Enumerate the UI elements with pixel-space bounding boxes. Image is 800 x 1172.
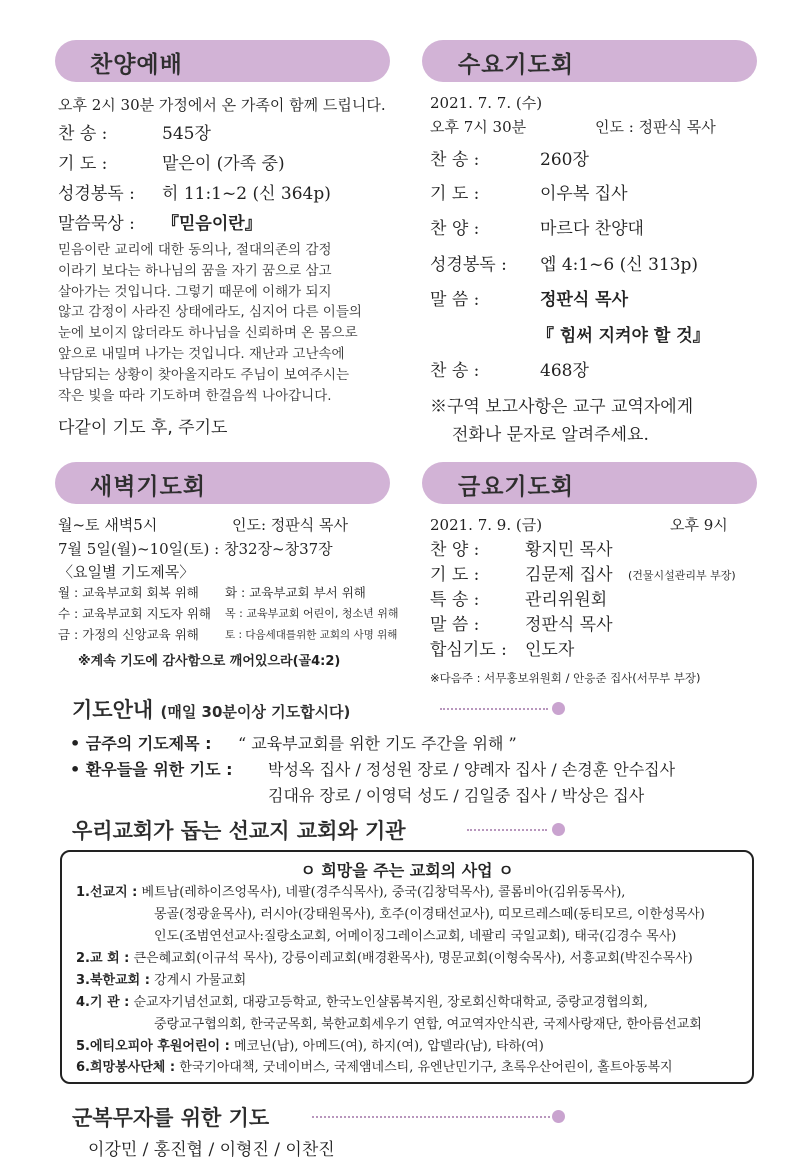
wednesday-leader: 인도 : 정판식 목사 [595,118,716,136]
divider-dots [312,1116,550,1118]
sunday-hymn-label: 찬 송 : [58,124,108,144]
sunday-meditation-title: 『믿음이란』 [162,214,262,234]
wednesday-title: 수요기도회 [458,52,575,78]
dawn-topic: 수 : 교육부교회 지도자 위해 [58,606,211,621]
mission-row: 중랑교구협의회, 한국군목회, 북한교회세우기 연합, 여교역자안식관, 국제사랑재단, 한아름선교회 [154,1017,702,1032]
friday-next-week: ※다음주 : 서무홍보위원회 / 안응준 집사(서무부 부장) [430,671,701,685]
bullet-dot [552,702,565,715]
weekly-topic-label: • 금주의 기도제목 : [70,734,212,753]
mission-row: 5.에티오피아 후원어린이 : 메코닌(남), 아메드(여), 하지(여), 압델라(남), 타하(여) [76,1039,544,1054]
divider-dots [440,708,548,710]
missions-box-title: ㅇ 희망을 주는 교회의 사업 ㅇ [300,861,514,880]
wednesday-row-value: 이우복 집사 [540,184,628,204]
missions-box [60,850,754,1084]
wednesday-hymn2-label: 찬 송 : [430,361,480,381]
dawn-topic: 금 : 가정의 신앙교육 위해 [58,627,199,642]
paragraph-line: 믿음이란 교리에 대한 동의나, 절대의존의 감정 [58,242,332,258]
paragraph-line: 않고 감정이 사라진 상태에라도, 심지어 다른 이들의 [58,304,362,321]
friday-time: 오후 9시 [670,516,728,534]
friday-row-value: 인도자 [525,640,575,660]
wednesday-time: 오후 7시 30분 [430,118,527,136]
dawn-leader: 인도: 정판식 목사 [232,516,349,534]
friday-row-label: 합심기도 : [430,640,507,660]
wednesday-row-value: 260장 [540,150,589,170]
wednesday-date: 2021. 7. 7. (수) [430,94,543,112]
soldier-names: 이강민 / 홍진협 / 이형진 / 이찬진 [88,1140,335,1160]
sunday-bible-value: 히 11:1~2 (신 364p) [162,184,331,204]
friday-row-value: 정판식 목사 [525,615,613,635]
dawn-dates: 7월 5일(월)~10일(토) : 창32장~창37장 [58,540,333,558]
mission-row: 2.교 회 : 큰은혜교회(이규석 목사), 강릉이레교회(배경환목사), 명문교회(이형숙목사), 서흥교회(박진수목사) [76,951,693,966]
sunday-prayer-value: 맡은이 (가족 중) [162,154,285,174]
divider-dots [467,829,547,831]
paragraph-line: 작은 빛을 따라 기도하며 한걸음씩 나아갑니다. [58,387,332,404]
weekly-topic-value: “ 교육부교회를 위한 기도 주간을 위해 ” [238,734,517,753]
sunday-prayer-label: 기 도 : [58,154,108,174]
friday-row-label: 말 씀 : [430,615,480,635]
paragraph-line: 이라기 보다는 하나님의 꿈을 자기 꿈으로 삼고 [58,262,332,279]
paragraph-line: 낙담되는 상황이 찾아올지라도 주님이 보여주시는 [58,366,350,383]
soldiers-title: 군복무자를 위한 기도 [72,1106,270,1130]
sick-prayer-names: 박성옥 집사 / 정성원 장로 / 양례자 집사 / 손경훈 안수집사 [268,760,676,779]
dawn-topic: 토 : 다음세대를위한 교회의 사명 위해 [225,629,398,641]
mission-row: 몽골(정광윤목사), 러시아(강태원목사), 호주(이경태선교사), 띠모르레스떼(동티모르, 이한성목사) [154,907,705,922]
mission-row: 6.희망봉사단체 : 한국기아대책, 굿네이버스, 국제앰네스티, 유엔난민기구, 초록우산어린이, 홀트아동복지 [76,1060,673,1075]
dawn-verse: ※계속 기도에 감사함으로 깨어있으라(골4:2) [78,654,341,669]
wednesday-note: 전화나 문자로 알려주세요. [452,425,649,445]
wednesday-preacher: 정판식 목사 [540,290,629,310]
sunday-hymn-value: 545장 [162,124,211,144]
friday-row-value: 황지민 목사 [525,540,613,560]
sunday-meditation-label: 말씀묵상 : [58,214,135,234]
friday-row-value: 관리위원회 [525,590,608,610]
sunday-intro: 오후 2시 30분 가정에서 온 가족이 함께 드립니다. [58,96,386,114]
friday-row-label: 기 도 : [430,565,480,585]
mission-row: 1.선교지 : 베트남(레하이즈엉목사), 네팔(경주식목사), 중국(김창덕목사), 콜롬비아(김위동목사), [76,885,626,900]
dawn-topics-head: 〈요일별 기도제목〉 [58,563,195,581]
wednesday-sermon-title: 『 힘써 지켜야 할 것』 [537,326,710,346]
friday-title: 금요기도회 [458,474,575,500]
dawn-days: 월~토 새벽5시 [58,516,158,534]
wednesday-hymn2-value: 468장 [540,361,589,381]
bullet-dot [552,1110,565,1123]
friday-date: 2021. 7. 9. (금) [430,516,543,534]
paragraph-line: 눈에 보이지 않더라도 하나님을 신뢰하며 온 몸으로 [58,325,358,342]
sunday-bible-label: 성경봉독 : [58,184,135,204]
friday-row-label: 찬 양 : [430,540,480,560]
sunday-title: 찬양예배 [90,52,183,78]
prayer-guide-title [72,694,350,724]
dawn-topic: 목 : 교육부교회 어린이, 청소년 위해 [225,607,399,620]
dawn-topic: 월 : 교육부교회 회복 위해 [58,585,199,600]
sick-prayer-names: 김대유 장로 / 이영덕 성도 / 김일중 집사 / 박상은 집사 [268,786,645,805]
wednesday-row-label: 찬 양 : [430,219,480,239]
mission-row: 3.북한교회 : 강계시 가물교회 [76,973,247,988]
dawn-topic: 화 : 교육부교회 부서 위해 [225,585,366,600]
mission-row: 4.기 관 : 순교자기념선교회, 대광고등학교, 한국노인샬롬복지원, 장로회신학대학교, 중랑교경협의회, [76,995,648,1010]
friday-row-extra: (건물시설관리부 부장) [628,569,736,582]
prayer-guide-title-main: 기도안내 [72,698,154,722]
prayer-guide-subtitle: (매일 30분이상 기도합시다) [160,703,351,721]
sunday-closing: 다같이 기도 후, 주기도 [58,418,228,438]
friday-row-value: 김문제 집사 [525,565,613,585]
sick-prayer-label: • 환우들을 위한 기도 : [70,760,233,779]
wednesday-row-label: 말 씀 : [430,290,480,310]
mission-row: 인도(조범연선교사:질랑소교회, 어메이징그레이스교회, 네팔리 국일교회), 태국(김경수 목사) [154,929,677,944]
missions-title: 우리교회가 돕는 선교지 교회와 기관 [72,819,406,843]
wednesday-row-label: 기 도 : [430,184,480,204]
wednesday-note: ※구역 보고사항은 교구 교역자에게 [430,397,694,417]
bullet-dot [552,823,565,836]
wednesday-row-label: 찬 송 : [430,150,480,170]
sunday-paragraph [58,240,362,406]
dawn-title: 새벽기도회 [90,474,207,500]
wednesday-row-value: 마르다 찬양대 [540,219,644,239]
friday-row-label: 특 송 : [430,590,480,610]
wednesday-row-value: 엡 4:1~6 (신 313p) [540,255,699,275]
paragraph-line: 살아가는 것입니다. 그렇기 때문에 이해가 되지 [58,283,332,300]
paragraph-line: 앞으로 내밀며 나가는 것입니다. 재난과 고난속에 [58,345,345,362]
wednesday-row-label: 성경봉독 : [430,255,507,275]
